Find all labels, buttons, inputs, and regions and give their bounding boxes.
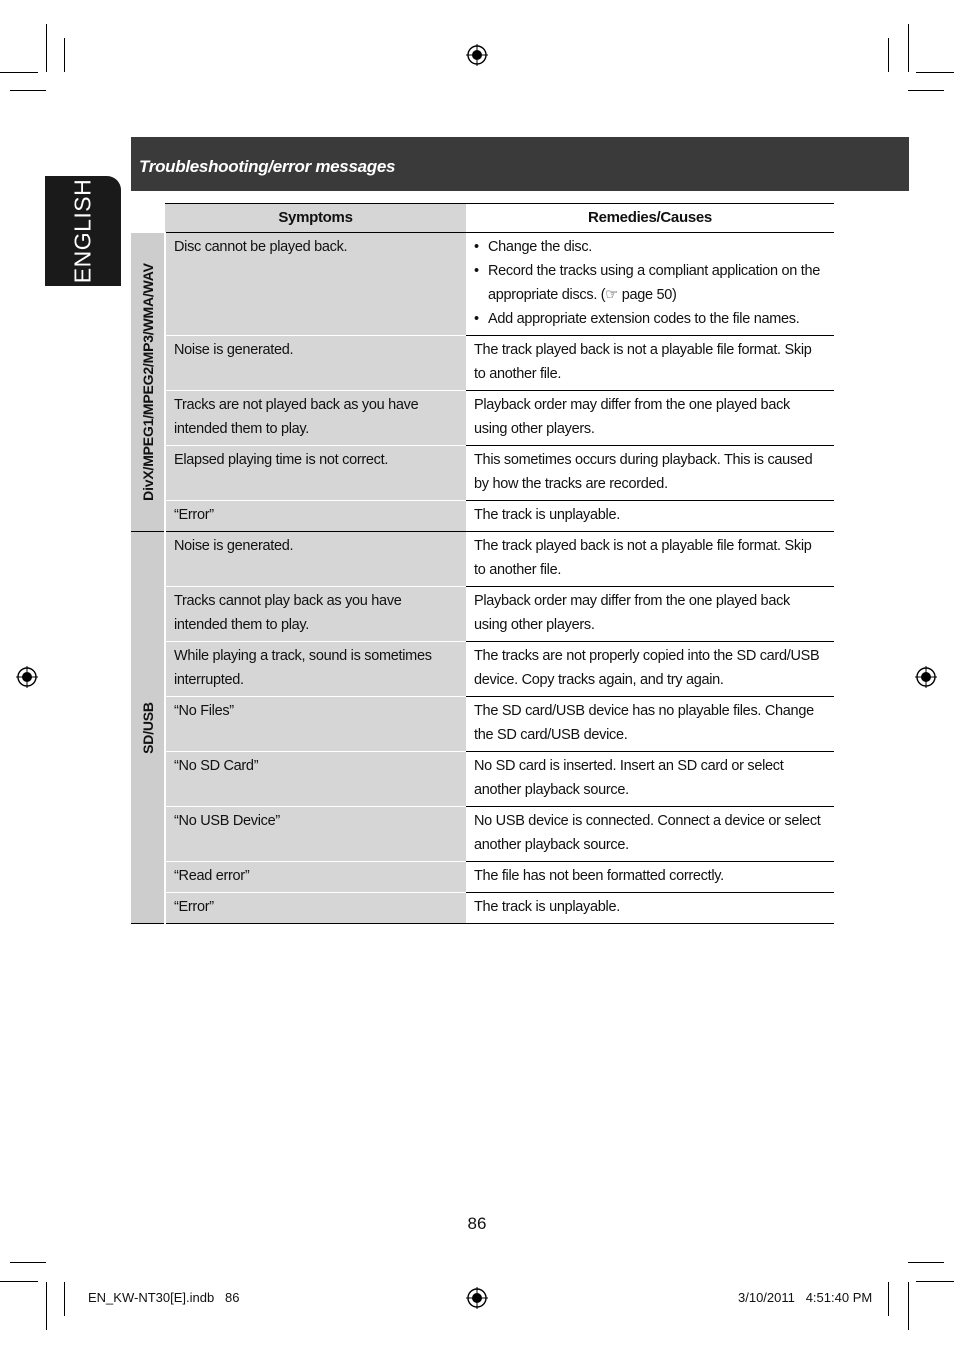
table-header-row	[131, 204, 834, 233]
remedy-cell: The SD card/USB device has no playable files. Change the SD card/USB device.	[466, 697, 834, 752]
troubleshooting-table	[131, 203, 834, 924]
registration-mark-icon	[466, 44, 488, 66]
header-symptoms: Symptoms	[165, 204, 466, 233]
page-number: 86	[467, 1214, 487, 1233]
section-title: Troubleshooting/error messages	[139, 157, 396, 176]
remedy-cell: The track played back is not a playable file format. Skip to another file.	[466, 336, 834, 391]
registration-mark-icon	[915, 666, 937, 688]
symptom-cell: “No Files”	[165, 697, 466, 752]
table-row	[131, 893, 834, 924]
crop-mark	[64, 38, 65, 72]
table-row	[131, 752, 834, 807]
remedy-cell: This sometimes occurs during playback. This is caused by how the tracks are recorded.	[466, 446, 834, 501]
registration-mark-icon	[466, 1287, 488, 1309]
crop-mark	[0, 1281, 38, 1282]
footer-file-info: EN_KW-NT30[E].indb 86	[88, 1290, 240, 1305]
section-header	[131, 137, 909, 191]
group-label: SD/USB	[139, 701, 156, 754]
symptom-cell: “No SD Card”	[165, 752, 466, 807]
group-label: DivX/MPEG1/MPEG2/MP3/WMA/WAV	[139, 262, 156, 501]
table-row	[131, 862, 834, 893]
table-row	[131, 391, 834, 446]
symptom-cell: Tracks cannot play back as you have intended them to play.	[165, 587, 466, 642]
remedy-cell: Playback order may differ from the one played back using other players.	[466, 587, 834, 642]
crop-mark	[10, 90, 46, 91]
symptom-cell: Disc cannot be played back.	[165, 233, 466, 336]
table-row	[131, 642, 834, 697]
crop-mark	[908, 90, 944, 91]
symptom-cell: While playing a track, sound is sometimes interrupted.	[165, 642, 466, 697]
remedy-cell: The track is unplayable.	[466, 501, 834, 532]
group-cell-divx	[131, 233, 165, 532]
remedy-cell	[466, 233, 834, 336]
crop-mark	[0, 72, 38, 73]
header-remedies: Remedies/Causes	[466, 204, 834, 233]
crop-mark	[908, 1282, 909, 1330]
footer-datetime: 3/10/2011 4:51:40 PM	[738, 1290, 873, 1305]
crop-mark	[916, 1281, 954, 1282]
crop-mark	[908, 1262, 944, 1263]
table-row	[131, 697, 834, 752]
remedy-cell: The track played back is not a playable file format. Skip to another file.	[466, 532, 834, 587]
crop-mark	[916, 72, 954, 73]
remedy-cell: No SD card is inserted. Insert an SD card or select another playback source.	[466, 752, 834, 807]
table-row	[131, 233, 834, 336]
header-blank-cell	[131, 204, 165, 233]
table-row	[131, 446, 834, 501]
crop-mark	[64, 1282, 65, 1316]
symptom-cell: Noise is generated.	[165, 532, 466, 587]
remedy-cell: The tracks are not properly copied into the SD card/USB device. Copy tracks again, and try again.	[466, 642, 834, 697]
remedy-cell: The track is unplayable.	[466, 893, 834, 924]
crop-mark	[46, 24, 47, 72]
symptom-cell: “Read error”	[165, 862, 466, 893]
table-row	[131, 336, 834, 391]
crop-mark	[888, 38, 889, 72]
table-row	[131, 532, 834, 587]
remedy-cell: No USB device is connected. Connect a device or select another playback source.	[466, 807, 834, 862]
language-tab	[45, 176, 121, 286]
registration-mark-icon	[16, 666, 38, 688]
language-label: ENGLISH	[69, 178, 96, 284]
group-cell-sd-usb	[131, 532, 165, 924]
symptom-cell: “Error”	[165, 501, 466, 532]
crop-mark	[10, 1262, 46, 1263]
crop-mark	[908, 24, 909, 72]
remedy-list	[474, 235, 826, 331]
remedy-cell: The file has not been formatted correctly.	[466, 862, 834, 893]
remedy-list-item: • Change the disc.	[474, 235, 826, 259]
remedy-cell: Playback order may differ from the one played back using other players.	[466, 391, 834, 446]
symptom-cell: Tracks are not played back as you have intended them to play.	[165, 391, 466, 446]
remedy-list-item: • Add appropriate extension codes to the file names.	[474, 307, 826, 331]
crop-mark	[46, 1282, 47, 1330]
symptom-cell: “No USB Device”	[165, 807, 466, 862]
table-row	[131, 501, 834, 532]
symptom-cell: Elapsed playing time is not correct.	[165, 446, 466, 501]
remedy-list-item: • Record the tracks using a compliant application on the appropriate discs. (☞ page 50)	[474, 259, 826, 307]
crop-mark	[888, 1282, 889, 1316]
symptom-cell: “Error”	[165, 893, 466, 924]
table-row	[131, 807, 834, 862]
table-row	[131, 587, 834, 642]
symptom-cell: Noise is generated.	[165, 336, 466, 391]
